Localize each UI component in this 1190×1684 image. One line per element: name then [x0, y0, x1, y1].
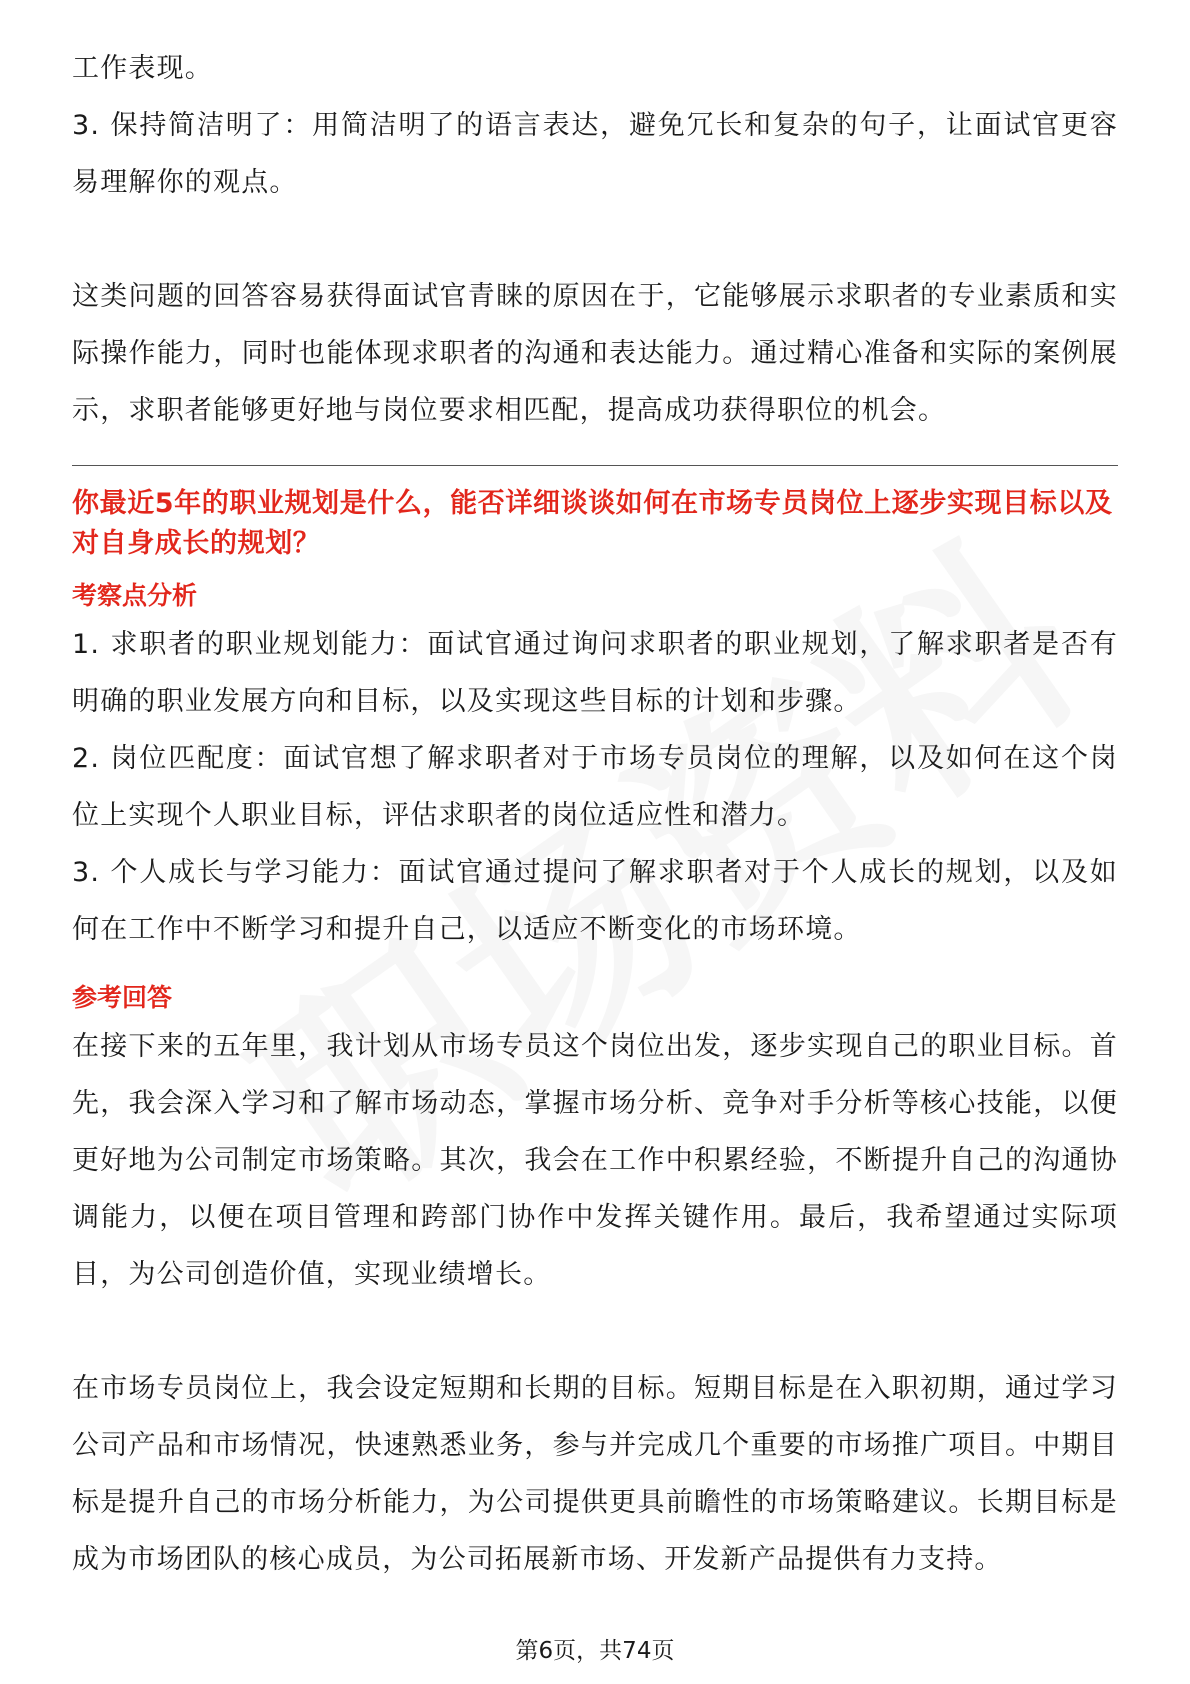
page-content — [72, 0, 1118, 1588]
analysis-point-1: 1. 求职者的职业规划能力：面试官通过询问求职者的职业规划，了解求职者是否有明确的职业发展方向和目标，以及实现这些目标的计划和步骤。 — [72, 629, 1118, 717]
answer-paragraph-1: 在接下来的五年里，我计划从市场专员这个岗位出发，逐步实现自己的职业目标。首先，我会深入学习和了解市场动态，掌握市场分析、竞争对手分析等核心技能，以便更好地为公司制定市场策略。其次，我会在工作中积累经验，不断提升自己的沟通协调能力，以便在项目管理和跨部门协作中发挥关键作用。最后，我希望通过实际项目，为公司创造价值，实现业绩增长。 — [72, 1031, 1118, 1290]
analysis-point-3: 3. 个人成长与学习能力：面试官通过提问了解求职者对于个人成长的规划，以及如何在工作中不断学习和提升自己，以适应不断变化的市场环境。 — [72, 857, 1118, 945]
intro-continuation: 工作表现。 — [72, 53, 213, 84]
question-title: 你最近5年的职业规划是什么，能否详细谈谈如何在市场专员岗位上逐步实现目标以及对自身成长的规划？ — [72, 488, 1113, 559]
answer-heading: 参考回答 — [72, 983, 173, 1012]
analysis-heading: 考察点分析 — [72, 581, 198, 610]
answer-paragraph-2: 在市场专员岗位上，我会设定短期和长期的目标。短期目标是在入职初期，通过学习公司产品和市场情况，快速熟悉业务，参与并完成几个重要的市场推广项目。中期目标是提升自己的市场分析能力，为公司提供更具前瞻性的市场策略建议。长期目标是成为市场团队的核心成员，为公司拓展新市场、开发新产品提供有力支持。 — [72, 1373, 1118, 1575]
intro-summary: 这类问题的回答容易获得面试官青睐的原因在于，它能够展示求职者的专业素质和实际操作能力，同时也能体现求职者的沟通和表达能力。通过精心准备和实际的案例展示，求职者能够更好地与岗位要求相匹配，提高成功获得职位的机会。 — [72, 281, 1118, 426]
section-divider — [72, 465, 1118, 466]
page-number: 第6页，共74页 — [515, 1638, 675, 1664]
intro-point-3: 3. 保持简洁明了：用简洁明了的语言表达，避免冗长和复杂的句子，让面试官更容易理解你的观点。 — [72, 110, 1118, 198]
analysis-point-2: 2. 岗位匹配度：面试官想了解求职者对于市场专员岗位的理解，以及如何在这个岗位上实现个人职业目标，评估求职者的岗位适应性和潜力。 — [72, 743, 1118, 831]
